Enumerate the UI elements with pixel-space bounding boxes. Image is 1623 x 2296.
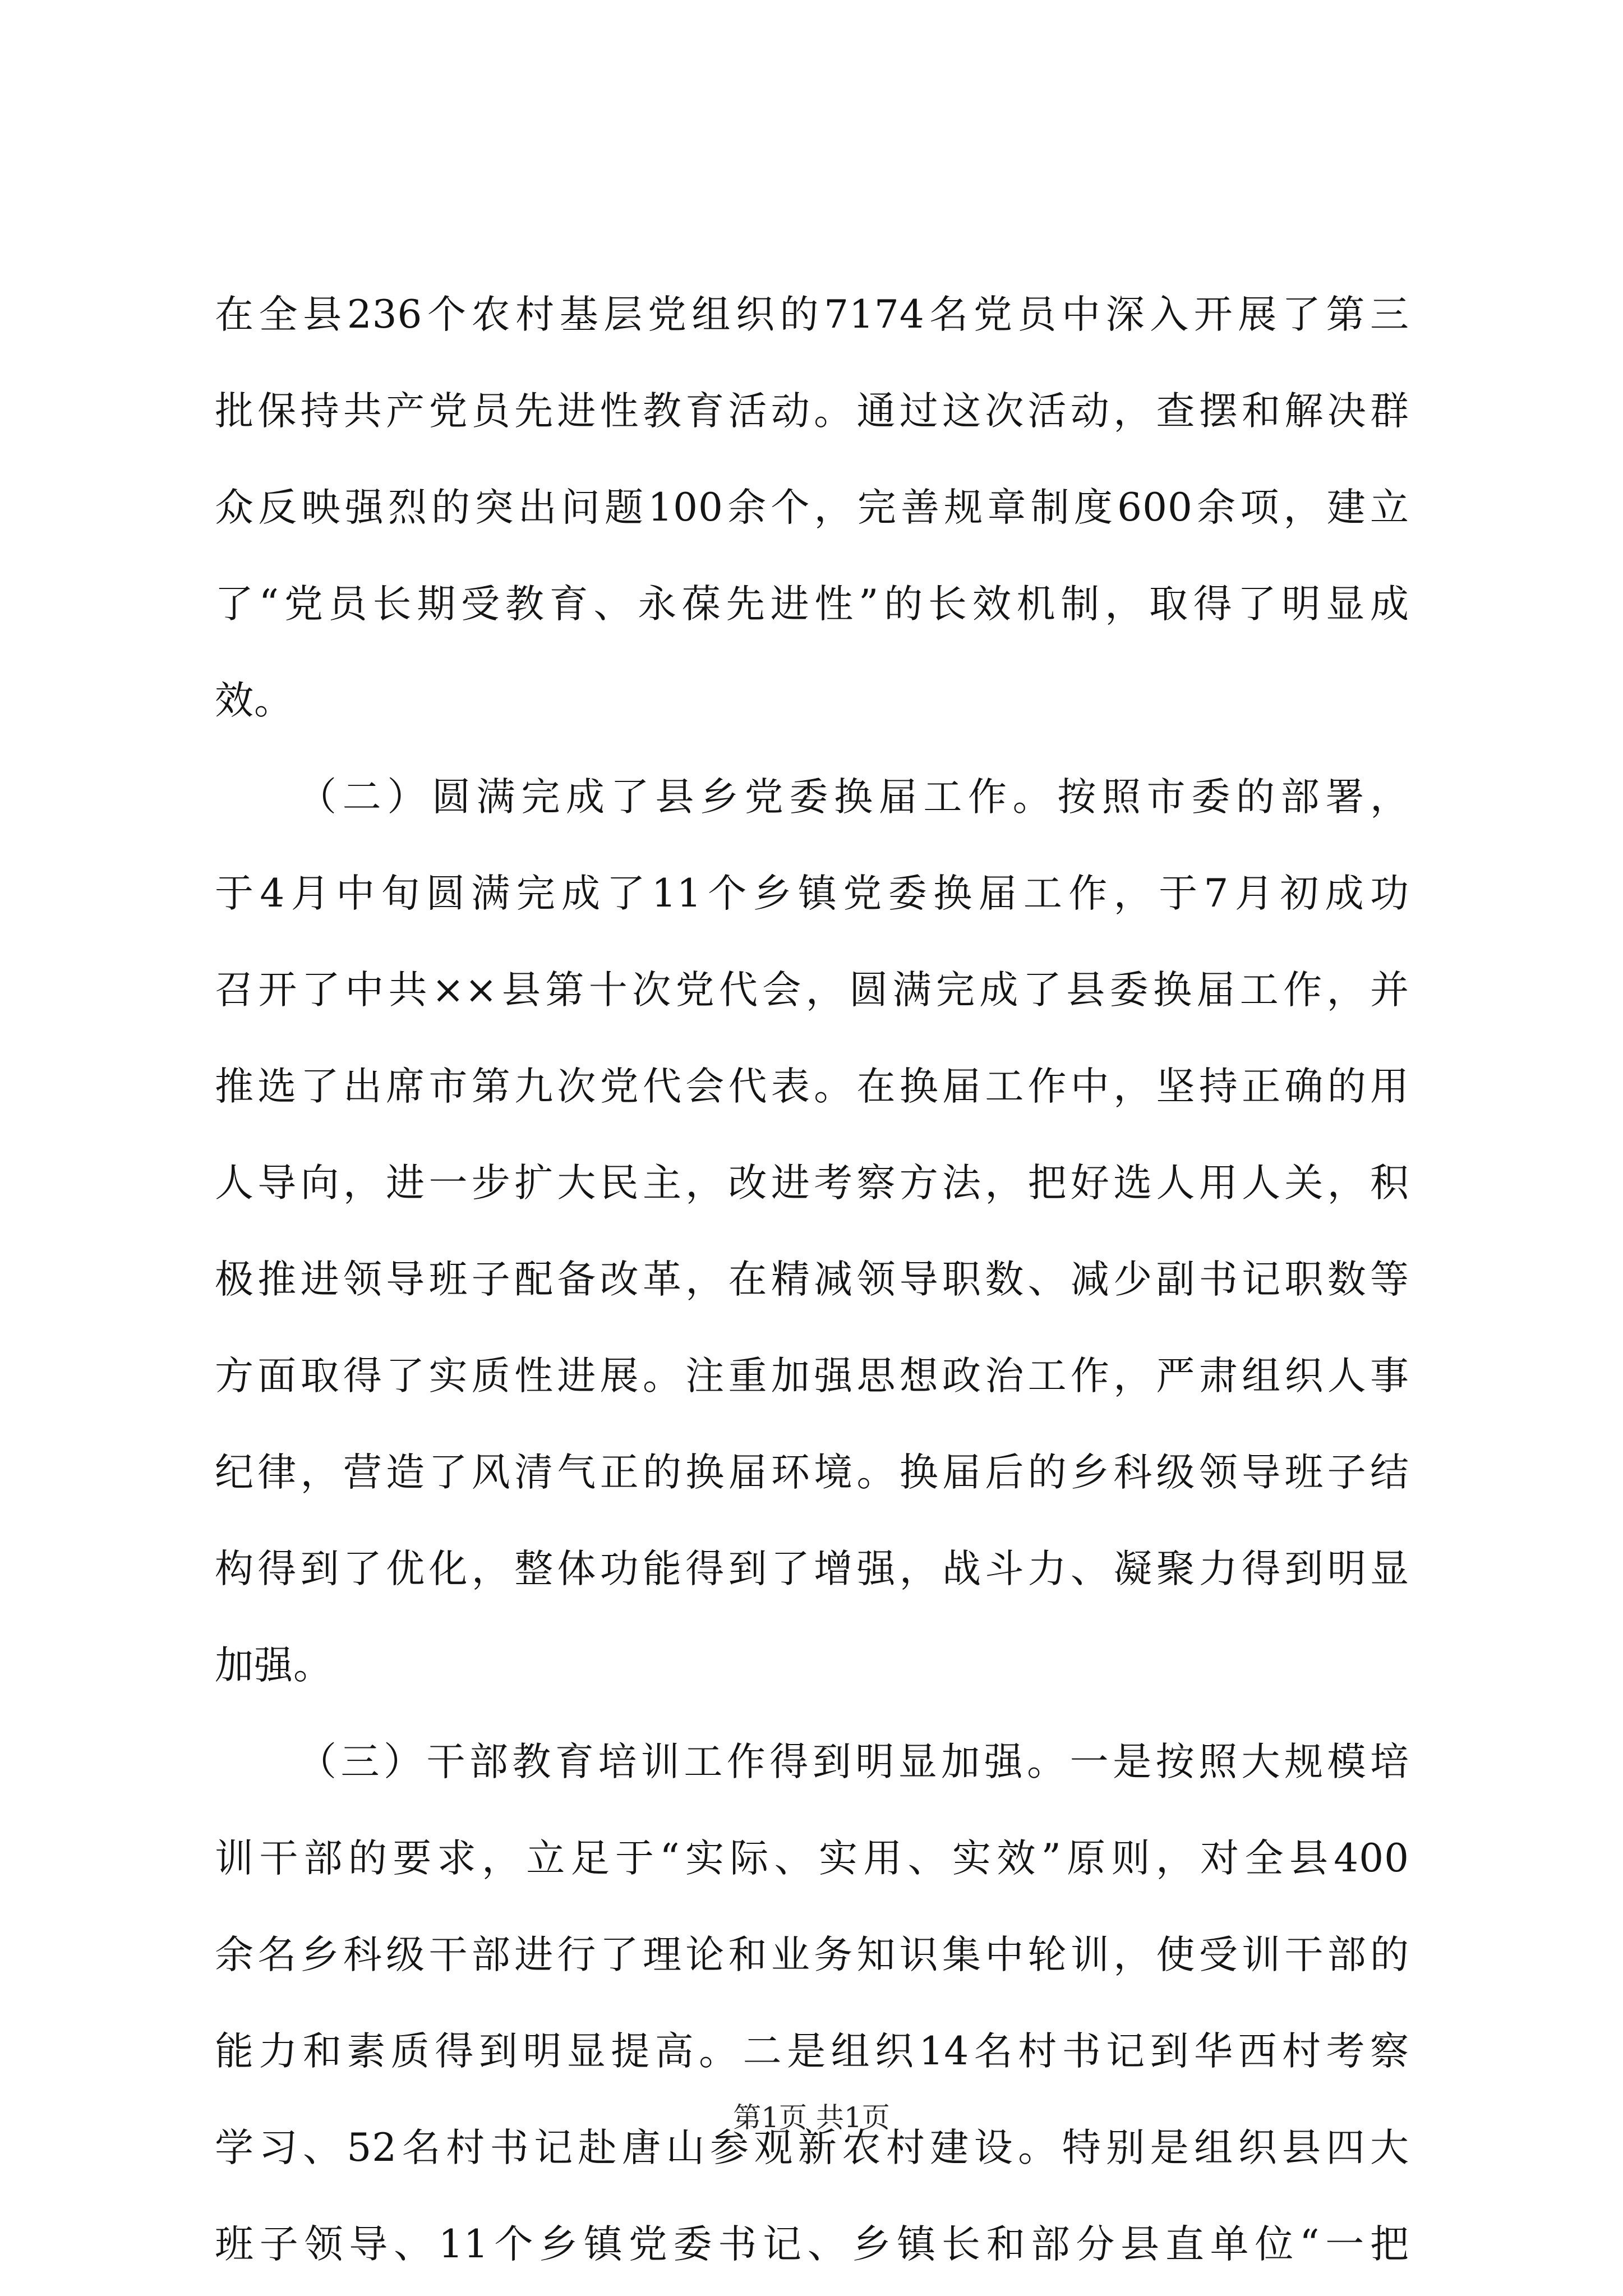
text-line: 训干部的要求，立足于“实际、实用、实效”原则，对全县400	[215, 1836, 1409, 1881]
text-line: 在全县236个农村基层党组织的7174名党员中深入开展了第三	[215, 292, 1409, 337]
text-line: 能力和素质得到明显提高。二是组织14名村书记到华西村考察	[215, 2029, 1409, 2074]
text-line: 加强。	[215, 1643, 333, 1688]
text-line: 学习、52名村书记赴唐山参观新农村建设。特别是组织县四大	[215, 2125, 1409, 2170]
text-line: 于4月中旬圆满完成了11个乡镇党委换届工作，于7月初成功	[215, 871, 1409, 916]
text-line: 召开了中共××县第十次党代会，圆满完成了县委换届工作，并	[215, 968, 1409, 1013]
text-line: 极推进领导班子配备改革，在精减领导职数、减少副书记职数等	[215, 1257, 1409, 1302]
text-line: 人导向，进一步扩大民主，改进考察方法，把好选人用人关，积	[215, 1161, 1409, 1205]
text-line: （二）圆满完成了县乡党委换届工作。按照市委的部署，	[298, 775, 1409, 820]
text-line: 批保持共产党员先进性教育活动。通过这次活动，查摆和解决群	[215, 389, 1409, 434]
text-line: 众反映强烈的突出问题100余个，完善规章制度600余项，建立	[215, 485, 1409, 530]
text-line: 推选了出席市第九次党代会代表。在换届工作中，坚持正确的用	[215, 1064, 1409, 1109]
text-line: 余名乡科级干部进行了理论和业务知识集中轮训，使受训干部的	[215, 1932, 1409, 1977]
text-line: 班子领导、11个乡镇党委书记、乡镇长和部分县直单位“一把	[215, 2222, 1409, 2267]
text-line: 构得到了优化，整体功能得到了增强，战斗力、凝聚力得到明显	[215, 1547, 1409, 1591]
text-line: 效。	[215, 678, 293, 723]
text-line: 方面取得了实质性进展。注重加强思想政治工作，严肃组织人事	[215, 1354, 1409, 1398]
text-line: 纪律，营造了风清气正的换届环境。换届后的乡科级领导班子结	[215, 1450, 1409, 1495]
text-line: （三）干部教育培训工作得到明显加强。一是按照大规模培	[298, 1740, 1409, 1784]
page-footer: 第1页 共1页	[733, 2101, 890, 2134]
text-line: 了“党员长期受教育、永葆先进性”的长效机制，取得了明显成	[215, 582, 1409, 627]
body-text	[215, 266, 1409, 2293]
